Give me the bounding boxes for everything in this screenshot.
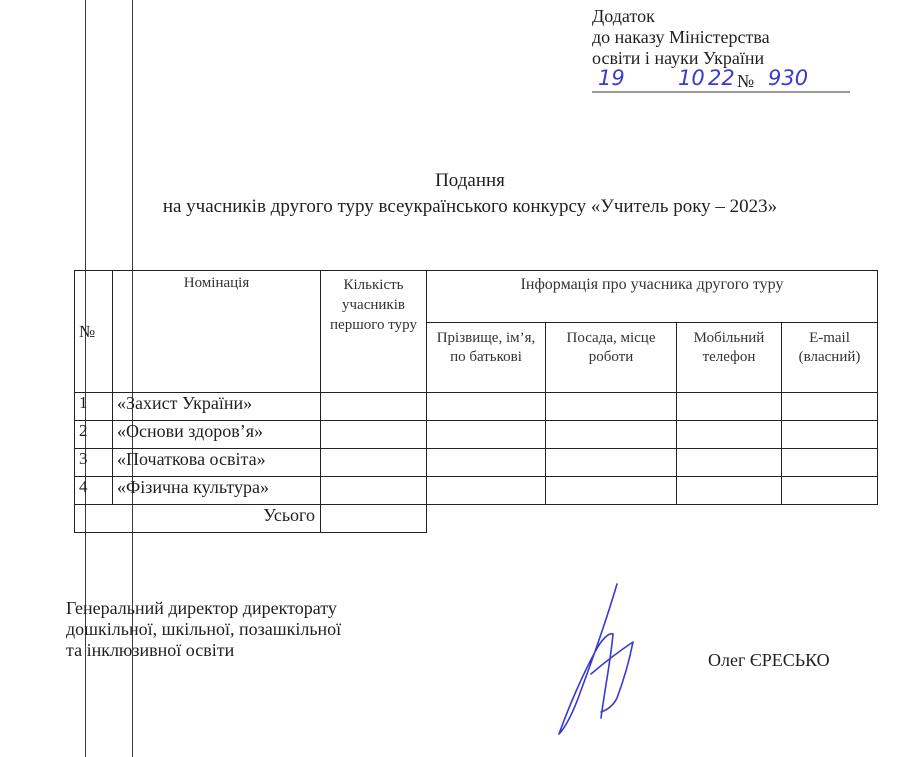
signer-line: та інклюзивної освіти xyxy=(66,640,235,660)
document-title: Подання xyxy=(435,170,505,191)
document-subtitle: на учасників другого туру всеукраїнського конкурсу «Учитель року – 2023» xyxy=(162,196,778,217)
row-number: 3 xyxy=(75,449,113,477)
handwritten-month: 10 xyxy=(678,66,705,90)
table-row xyxy=(75,421,878,449)
appendix-block xyxy=(592,6,809,93)
empty-cell xyxy=(427,421,546,449)
empty-cell xyxy=(677,421,782,449)
empty-cell xyxy=(782,421,878,449)
empty-cell xyxy=(321,449,427,477)
signer-name: Олег ЄРЕСЬКО xyxy=(708,650,830,670)
row-number: 4 xyxy=(75,477,113,505)
handwritten-day: 19 xyxy=(598,66,625,90)
total-label: Усього xyxy=(75,505,321,533)
signer-title xyxy=(66,598,341,661)
signer-line: Генеральний директор директорату xyxy=(66,598,337,618)
table-row xyxy=(75,393,878,421)
participants-table xyxy=(74,270,878,533)
header-phone: Мобільний телефон xyxy=(677,323,782,393)
row-nomination: «Захист України» xyxy=(113,393,321,421)
empty-cell xyxy=(546,477,677,505)
table-total-row xyxy=(75,505,878,533)
empty-cell xyxy=(321,421,427,449)
signer-line: дошкільної, шкільної, позашкільної xyxy=(66,619,342,639)
empty-cell xyxy=(677,449,782,477)
row-number: 1 xyxy=(75,393,113,421)
header-nomination: Номінація xyxy=(113,271,321,393)
number-sign: № xyxy=(737,71,755,91)
empty-cell xyxy=(427,393,546,421)
header-second-round-info: Інформація про учасника другого туру xyxy=(427,271,878,323)
table-row xyxy=(75,477,878,505)
empty-cell xyxy=(321,393,427,421)
empty-cell xyxy=(782,449,878,477)
order-date-line xyxy=(592,66,809,93)
handwritten-order-number: 930 xyxy=(768,66,809,90)
empty-cell xyxy=(546,393,677,421)
blank-area xyxy=(427,505,878,533)
empty-cell xyxy=(782,477,878,505)
row-nomination: «Початкова освіта» xyxy=(113,449,321,477)
empty-cell xyxy=(546,449,677,477)
appendix-label: Додаток xyxy=(592,6,655,26)
table-row xyxy=(75,449,878,477)
handwritten-year: 22 xyxy=(708,66,735,90)
row-nomination: «Основи здоров’я» xyxy=(113,421,321,449)
appendix-ministry: освіти і науки України xyxy=(592,48,765,68)
header-full-name: Прізвище, ім’я, по батькові xyxy=(427,323,546,393)
appendix-order-ref: до наказу Міністерства xyxy=(592,27,770,47)
total-count-cell xyxy=(321,505,427,533)
handwritten-signature xyxy=(535,578,675,738)
empty-cell xyxy=(321,477,427,505)
row-nomination: «Фізична культура» xyxy=(113,477,321,505)
empty-cell xyxy=(677,393,782,421)
header-first-round-count: Кількість учасників першого туру xyxy=(321,271,427,393)
empty-cell xyxy=(782,393,878,421)
empty-cell xyxy=(427,477,546,505)
row-number: 2 xyxy=(75,421,113,449)
header-position: Посада, місце роботи xyxy=(546,323,677,393)
header-number: № xyxy=(75,271,113,393)
empty-cell xyxy=(546,421,677,449)
empty-cell xyxy=(677,477,782,505)
header-email: E-mail (власний) xyxy=(782,323,878,393)
empty-cell xyxy=(427,449,546,477)
